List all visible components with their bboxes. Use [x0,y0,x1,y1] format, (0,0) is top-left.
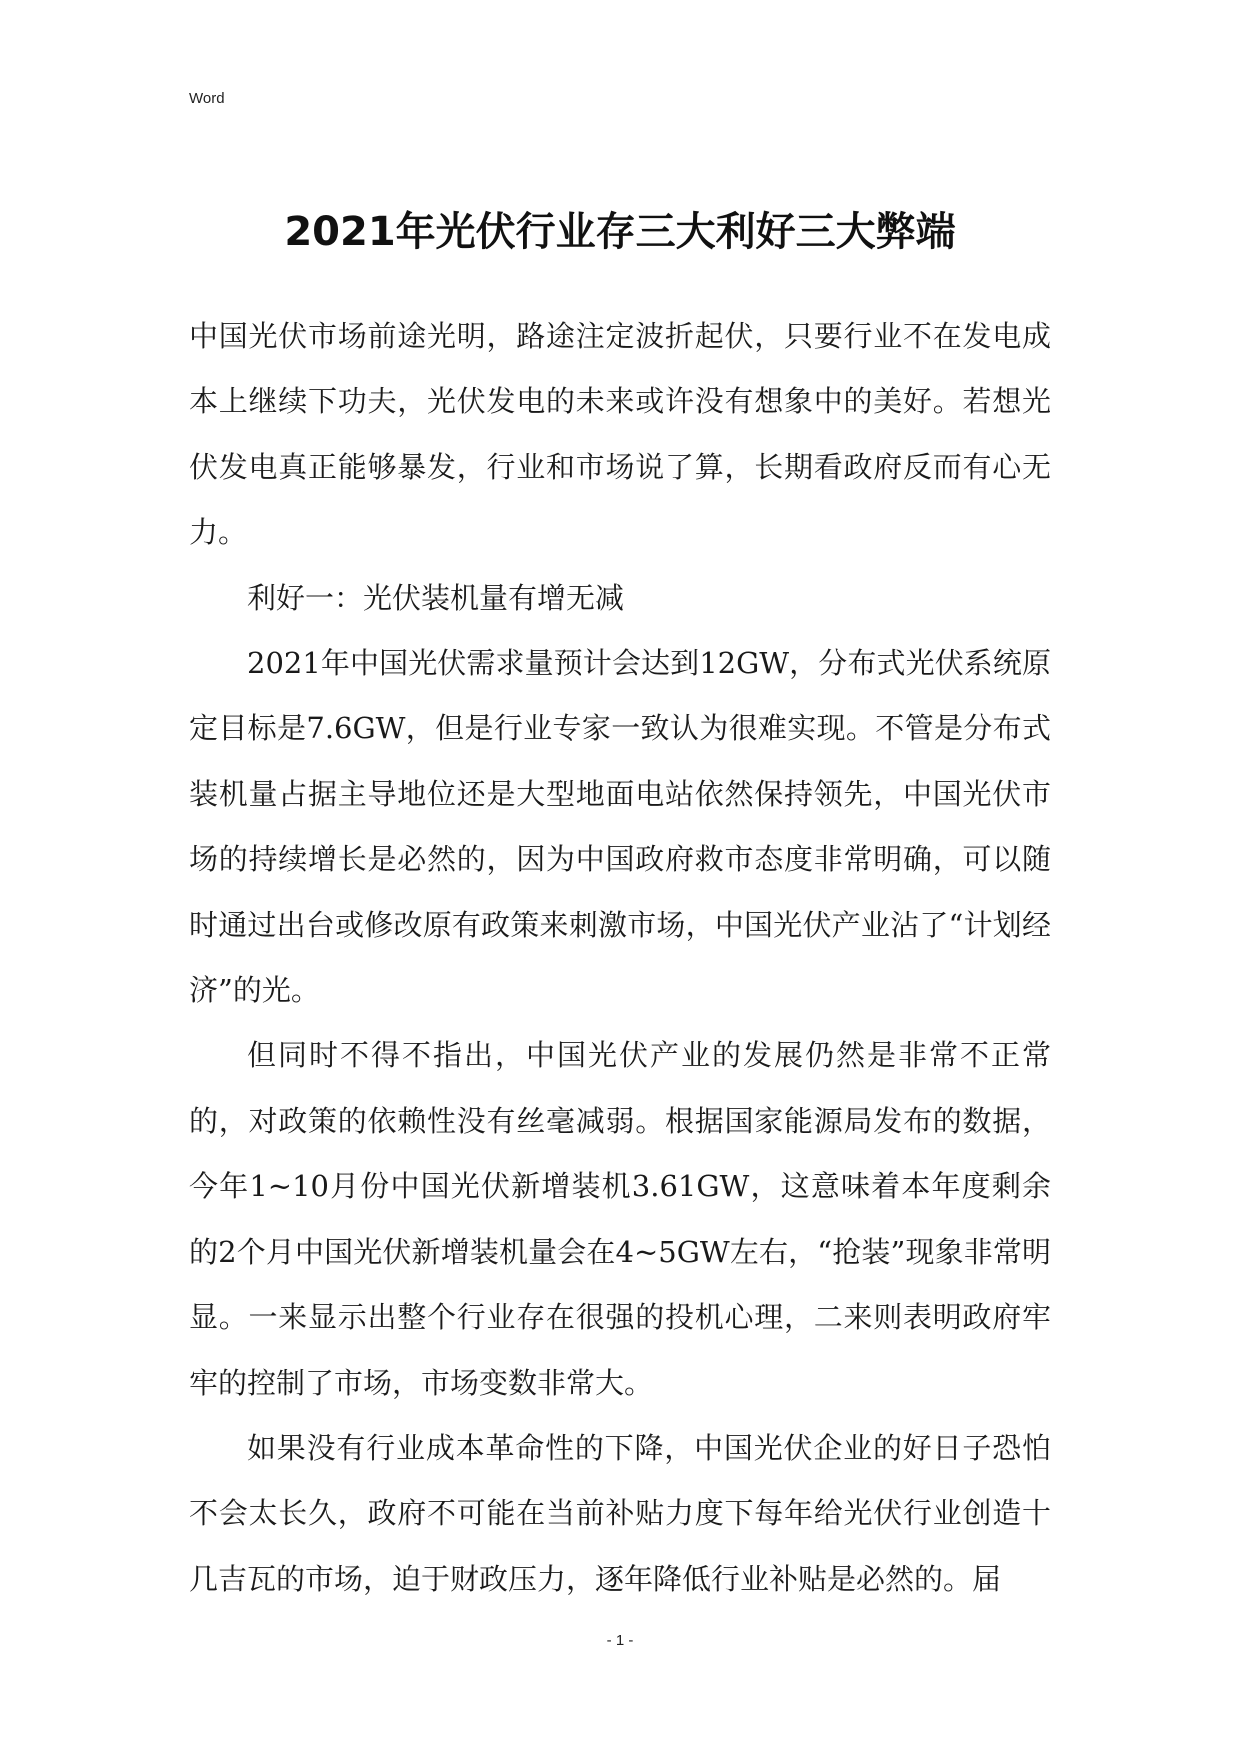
page-header: Word [189,90,225,107]
document-body [189,304,1051,1612]
paragraph-policy-dependence: 但同时不得不指出，中国光伏产业的发展仍然是非常不正常的，对政策的依赖性没有丝毫减弱。根据国家能源局发布的数据，今年1~10月份中国光伏新增装机3.61GW，这意味着本年度剩余的2个月中国光伏新增装机量会在4~5GW左右，“抢装”现象非常明显。一来显示出整个行业存在很强的投机心理，二来则表明政府牢牢的控制了市场，市场变数非常大。 [189,1038,1051,1400]
paragraph-demand: 2021年中国光伏需求量预计会达到12GW，分布式光伏系统原定目标是7.6GW，但是行业专家一致认为很难实现。不管是分布式装机量占据主导地位还是大型地面电站依然保持领先，中国光伏市场的持续增长是必然的，因为中国政府救市态度非常明确，可以随时通过出台或修改原有政策来刺激市场，中国光伏产业沾了“计划经济”的光。 [189,646,1051,1008]
page-number: - 1 - [606,1632,634,1649]
document-title: 2021年光伏行业存三大利好三大弊端 [284,209,956,255]
paragraph-intro: 中国光伏市场前途光明，路途注定波折起伏，只要行业不在发电成本上继续下功夫，光伏发电的未来或许没有想象中的美好。若想光伏发电真正能够暴发，行业和市场说了算，长期看政府反而有心无力。 [189,319,1051,550]
paragraph-cost-reduction: 如果没有行业成本革命性的下降，中国光伏企业的好日子恐怕不会太长久，政府不可能在当前补贴力度下每年给光伏行业创造十几吉瓦的市场，迫于财政压力，逐年降低行业补贴是必然的。届 [189,1430,1051,1596]
section-heading-benefit-one: 利好一：光伏装机量有增无减 [247,580,625,615]
